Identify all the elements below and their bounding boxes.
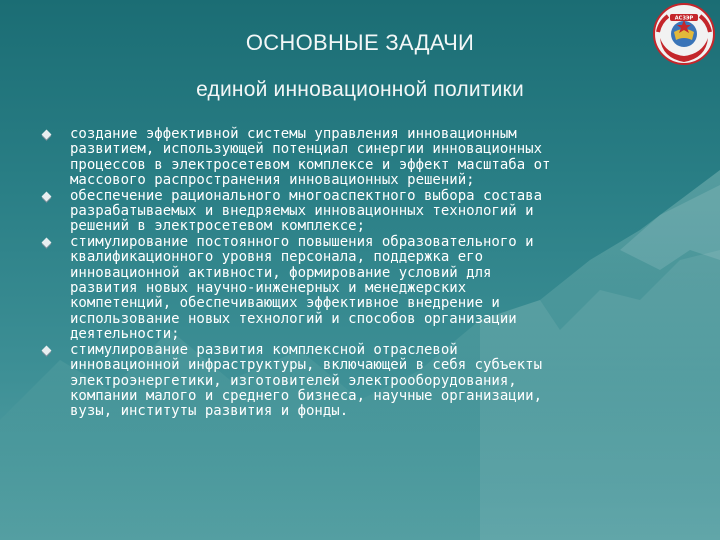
list-item-line: массового распространения инновационных решений;	[70, 172, 475, 189]
task-list	[40, 127, 680, 420]
slide-title: ОСНОВНЫЕ ЗАДАЧИ	[245, 30, 475, 55]
list-item	[40, 343, 680, 420]
emblem-caption: АСЗЭР	[674, 15, 694, 22]
list-item	[40, 235, 680, 343]
list-item-line: деятельности;	[70, 326, 180, 343]
list-item-line: развития новых научно-инженерных и менеджерских	[70, 280, 467, 297]
list-item	[40, 189, 680, 235]
diamond-bullet-icon	[42, 130, 52, 140]
list-item-line: процессов в электросетевом комплексе и эффект масштаба от	[70, 156, 551, 173]
list-item-line: инновационной инфраструктуры, включающей в себя субъекты	[70, 357, 543, 374]
diamond-bullet-icon	[42, 345, 52, 355]
list-item-line: компетенций, обеспечивающих эффективное внедрение и	[70, 295, 500, 312]
list-item-line: обеспечение рационального многоаспектного выбора состава	[70, 187, 543, 204]
list-item-line: использование новых технологий и способов организации	[70, 310, 517, 327]
list-item-line: создание эффективной системы управления инновационным	[70, 126, 517, 142]
diamond-bullet-icon	[42, 191, 52, 201]
diamond-bullet-icon	[42, 237, 52, 247]
slide-subtitle: единой инновационной политики	[196, 78, 524, 101]
list-item	[40, 127, 680, 189]
list-item-line: стимулирование развития комплексной отраслевой	[70, 341, 458, 358]
list-item-line: вузы, институты развития и фонды.	[70, 403, 349, 420]
list-item-line: решений в электросетевом комплексе;	[70, 218, 366, 235]
list-item-line: стимулирование постоянного повышения образовательного и	[70, 233, 534, 250]
list-item-line: компании малого и среднего бизнеса, научные организации,	[70, 387, 543, 404]
list-item-line: квалификационного уровня персонала, поддержка его	[70, 249, 484, 266]
list-item-line: разрабатываемых и внедряемых инновационных технологий и	[70, 203, 534, 220]
list-item-line: электроэнергетики, изготовителей электрооборудования,	[70, 372, 517, 389]
list-item-line: инновационной активности, формирование условий для	[70, 264, 492, 281]
list-item-line: развитием, использующей потенциал синергии инновационных	[70, 141, 543, 158]
